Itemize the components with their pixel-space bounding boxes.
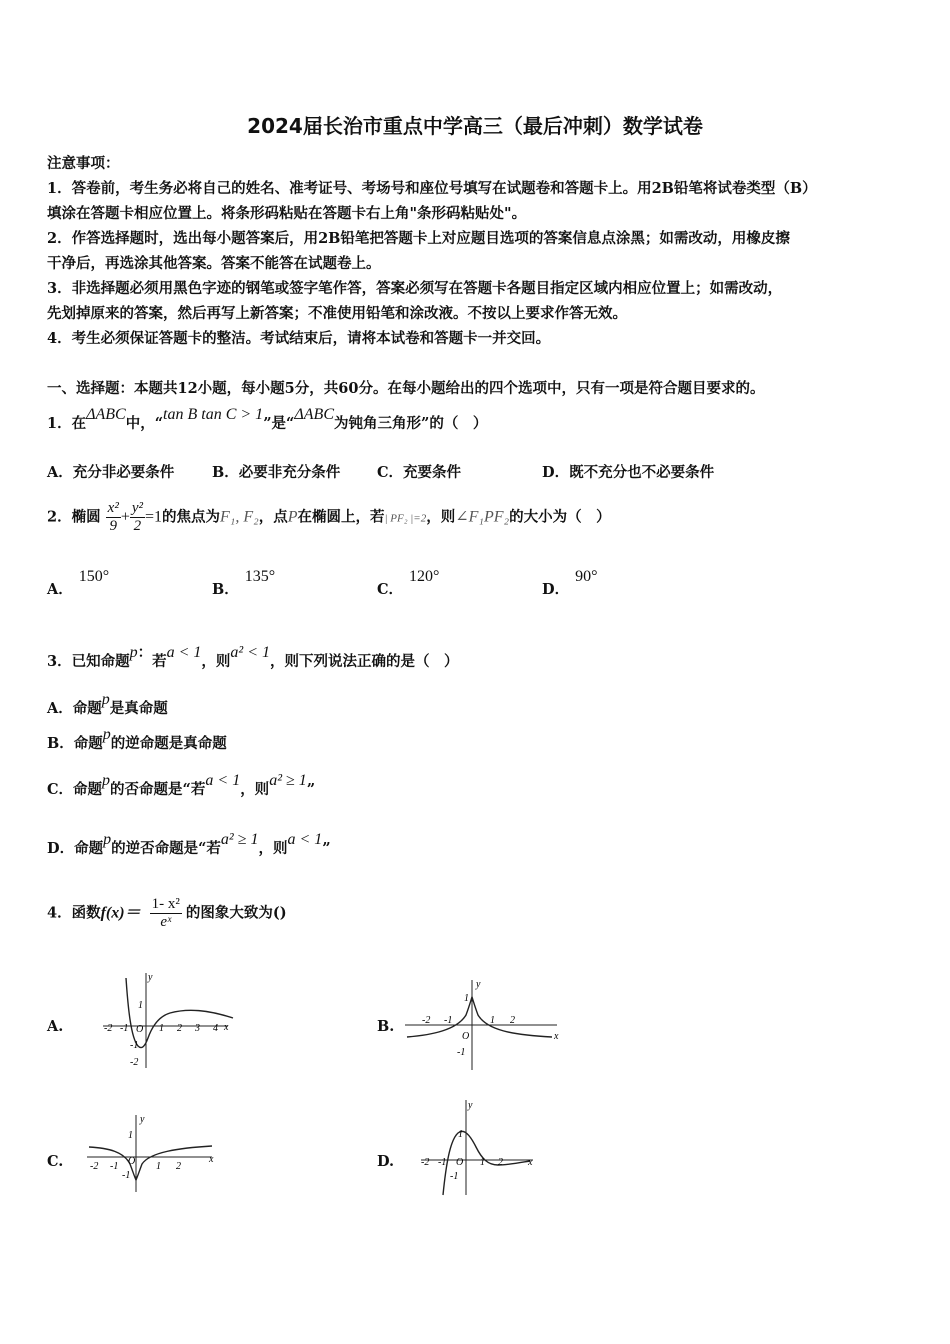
notice-line: 先划掉原来的答案，然后再写上新答案；不准使用铅笔和涂改液。不按以上要求作答无效。 (47, 305, 627, 322)
q4-prefix: 4．函数 (47, 904, 101, 922)
notice-heading: 注意事项： (47, 155, 120, 172)
question-3 (47, 644, 459, 671)
q2-option-c[interactable] (377, 568, 440, 599)
fraction (150, 896, 182, 931)
function-name: f(x)＝ (100, 904, 141, 922)
x-tick-label: 1 (159, 1023, 164, 1034)
x-tick-label: 3 (195, 1023, 200, 1034)
q1-suffix: 为钝角三角形”的（ ） (333, 415, 488, 432)
page-title: 2024届长治市重点中学高三（最后冲刺）数学试卷 (247, 114, 703, 138)
x-tick-label: -1 (438, 1157, 447, 1168)
x-tick-label: 1 (490, 1015, 495, 1026)
y-axis-label: y (476, 979, 481, 990)
x-axis-label: x (224, 1022, 229, 1033)
math: a < 1 (205, 772, 241, 789)
option-text: ” (322, 840, 331, 857)
q3-conclusion: a² < 1 (230, 644, 270, 661)
option-label: B．命题 (47, 735, 103, 752)
notice-line: 4．考生必须保证答题卡的整洁。考试结束后，请将本试卷和答题卡一并交回。 (47, 330, 551, 347)
x-tick-label: 2 (177, 1023, 182, 1034)
option-value: 150° (78, 568, 110, 585)
q3-text: 若 (152, 653, 167, 670)
graph-a[interactable] (98, 968, 238, 1073)
math: a² ≥ 1 (220, 831, 259, 848)
q1-condition: tan B tan C > 1 (163, 406, 264, 423)
x-tick-label: -2 (90, 1161, 99, 1172)
q4-suffix: 的图象大致为() (185, 904, 287, 922)
y-tick-label: -1 (122, 1170, 131, 1181)
fraction (106, 500, 121, 535)
q4-option-c[interactable]: C. (47, 1153, 64, 1170)
notice-line: 填涂在答题卡相应位置上。将条形码粘贴在答题卡右上角"条形码粘贴处"。 (47, 205, 527, 222)
x-tick-label: 1 (156, 1161, 161, 1172)
q2-text: ，点 (258, 508, 288, 526)
x-tick-label: O (456, 1157, 464, 1168)
option-text: 的逆命题是真命题 (110, 735, 227, 752)
denominator: 9 (109, 518, 117, 534)
triangle-abc: ΔABC (86, 406, 126, 423)
q2-option-b[interactable] (212, 568, 276, 599)
option-label: C． (377, 581, 404, 598)
q1-option-b[interactable]: B．必要非充分条件 (212, 464, 341, 481)
option-text: 的否命题是“若 (110, 781, 206, 798)
proposition-p: p (102, 726, 111, 743)
option-label: D． (542, 581, 570, 598)
section-heading: 一、选择题：本题共12小题，每小题5分，共60分。在每小题给出的四个选项中，只有一项是符合题目要求的。 (47, 380, 765, 397)
y-tick-label: 1 (464, 993, 469, 1004)
x-tick-label: 1 (480, 1157, 485, 1168)
triangle-abc: ΔABC (294, 406, 334, 423)
q1-option-d[interactable]: D．既不充分也不必要条件 (542, 464, 715, 481)
q1-option-a[interactable]: A．充分非必要条件 (47, 464, 175, 481)
notice-line: 干净后，再选涂其他答案。答案不能答在试题卷上。 (47, 255, 381, 272)
option-label: B． (212, 581, 239, 598)
q2-text: ，则 (426, 508, 456, 526)
graph-d[interactable] (418, 1095, 538, 1200)
denominator: 2 (133, 518, 142, 534)
option-label: A．命题 (47, 700, 102, 717)
proposition-p: p (129, 644, 138, 661)
colon: ： (137, 644, 153, 661)
y-tick-label: 1 (458, 1129, 463, 1140)
y-axis-label: y (468, 1100, 473, 1111)
q2-text: 的大小为（ ） (509, 508, 611, 526)
proposition-p: p (101, 691, 110, 708)
option-text: ，则 (240, 781, 270, 798)
q2-option-d[interactable] (542, 568, 598, 599)
foci: F₁, F₂ (220, 508, 259, 526)
q3-option-b[interactable] (47, 726, 227, 753)
option-value: 90° (575, 568, 598, 585)
point-p: P (287, 508, 298, 526)
x-tick-label: -2 (104, 1023, 113, 1034)
option-label: C．命题 (47, 781, 103, 798)
y-axis-label: y (140, 1114, 145, 1125)
option-text: ” (306, 781, 316, 798)
plus-sign: + (120, 508, 130, 526)
q3-option-c[interactable] (47, 772, 316, 799)
y-axis-label: y (148, 972, 153, 983)
option-value: 120° (409, 568, 440, 585)
function-curve (126, 978, 233, 1048)
y-tick-label: -2 (130, 1057, 139, 1068)
fraction (130, 500, 145, 535)
q4-option-b[interactable]: B. (377, 1018, 395, 1035)
x-tick-label: 2 (498, 1157, 503, 1168)
x-tick-label: 4 (213, 1023, 218, 1034)
option-text: 是真命题 (109, 700, 168, 717)
y-tick-label: -1 (130, 1040, 139, 1051)
numerator: 1- x² (151, 896, 180, 912)
x-axis-label: x (528, 1157, 533, 1168)
q3-condition: a < 1 (166, 644, 202, 661)
notice-line: 1．答卷前，考生务必将自己的姓名、准考证号、考场号和座位号填写在试题卷和答题卡上。用2B铅笔将试卷类型（B） (47, 180, 817, 197)
x-axis-label: x (209, 1154, 214, 1165)
math: a² ≥ 1 (269, 772, 307, 789)
q3-text: ，则 (201, 653, 231, 670)
notice-line: 3．非选择题必须用黑色字迹的钢笔或签字笔作答，答案必须写在答题卡各题目指定区域内相应位置上；如需改动， (47, 280, 783, 297)
q3-option-d[interactable] (47, 831, 331, 858)
question-1 (47, 406, 488, 433)
angle: ∠F₁PF₂ (455, 508, 510, 526)
q1-prefix: 1．在 (47, 415, 87, 432)
x-tick-label: -1 (120, 1023, 129, 1034)
q3-option-a[interactable] (47, 691, 168, 718)
q2-text: 在椭圆上，若 (297, 508, 385, 526)
y-tick-label: 1 (138, 1000, 143, 1011)
option-value: 135° (244, 568, 276, 585)
q2-condition: | PF₂ |=2 (384, 512, 427, 525)
proposition-p: p (103, 831, 112, 848)
q2-text: 的焦点为 (162, 508, 221, 526)
numerator: x² (107, 500, 119, 516)
graph-c[interactable] (84, 1112, 219, 1197)
question-2 (47, 500, 611, 535)
q2-option-a[interactable] (47, 568, 110, 599)
notice-line: 2．作答选择题时，选出每小题答案后，用2B铅笔把答题卡上对应题目选项的答案信息点涂黑；如需改动，用橡皮擦 (47, 230, 790, 247)
x-tick-label: 2 (176, 1161, 181, 1172)
denominator: eˣ (160, 914, 172, 930)
q3-prefix: 3．已知命题 (47, 653, 130, 670)
q4-option-a[interactable]: A. (47, 1018, 64, 1035)
function-curve (89, 1146, 212, 1180)
numerator: y² (131, 500, 143, 516)
x-tick-label: -1 (110, 1161, 119, 1172)
math: a < 1 (287, 831, 323, 848)
proposition-p: p (102, 772, 111, 789)
q1-option-c[interactable]: C．充要条件 (377, 464, 462, 481)
option-label: A． (47, 581, 73, 598)
x-tick-label: O (128, 1156, 136, 1167)
y-tick-label: -1 (450, 1171, 459, 1182)
x-tick-label: -2 (421, 1157, 430, 1168)
q2-prefix: 2．椭圆 (47, 508, 101, 526)
option-text: 的逆否命题是“若 (111, 840, 221, 857)
x-tick-label: 2 (510, 1015, 515, 1026)
x-tick-label: O (136, 1024, 144, 1035)
equals: =1 (145, 508, 163, 526)
question-4 (47, 896, 287, 931)
option-text: ，则 (258, 840, 288, 857)
y-tick-label: -1 (457, 1047, 466, 1058)
x-axis-label: x (554, 1031, 559, 1042)
q1-text: 中，“ (125, 415, 164, 432)
graph-b[interactable] (402, 975, 567, 1075)
q3-suffix: ，则下列说法正确的是（ ） (269, 653, 459, 670)
x-tick-label: O (462, 1031, 470, 1042)
option-label: D．命题 (47, 840, 104, 857)
q1-text: ”是“ (263, 415, 295, 432)
x-tick-label: -2 (422, 1015, 431, 1026)
x-tick-label: -1 (444, 1015, 453, 1026)
q4-option-d[interactable]: D. (377, 1153, 395, 1170)
y-tick-label: 1 (128, 1130, 133, 1141)
